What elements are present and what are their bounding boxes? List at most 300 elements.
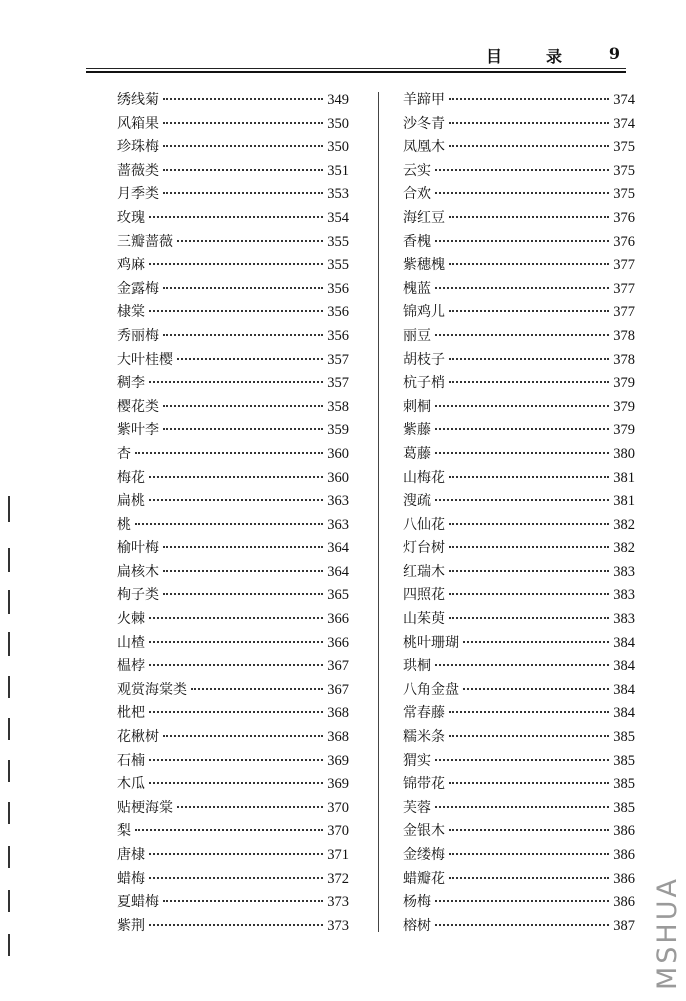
toc-entry-page: 357 [327, 375, 349, 392]
toc-entry [403, 608, 635, 632]
header-rule-thin [86, 68, 626, 69]
dot-leader [177, 240, 323, 242]
toc-entry-title: 山茱萸 [403, 611, 445, 628]
dot-leader [149, 853, 323, 855]
toc-entry [403, 514, 635, 538]
dot-leader [163, 428, 323, 430]
toc-entry [117, 278, 349, 302]
toc-entry-title: 糯米条 [403, 729, 445, 746]
toc-entry [117, 537, 349, 561]
toc-entry-title: 锦带花 [403, 776, 445, 793]
toc-entry-page: 367 [327, 658, 349, 675]
toc-entry-title: 蜡梅 [117, 870, 145, 887]
toc-entry [117, 372, 349, 396]
toc-entry-title: 唐棣 [117, 847, 145, 863]
toc-entry-page: 386 [613, 823, 635, 840]
toc-entry-page: 368 [327, 729, 349, 746]
toc-entry-title: 观赏海棠类 [117, 681, 187, 698]
toc-entry-title: 香槐 [403, 233, 431, 250]
toc-entry-title: 桃 [117, 516, 131, 533]
toc-entry [117, 160, 349, 184]
dot-leader [163, 546, 323, 548]
toc-entry [403, 537, 635, 561]
toc-entry [403, 89, 635, 113]
toc-entry-title: 锦鸡儿 [403, 304, 445, 321]
toc-entry [117, 561, 349, 585]
toc-entry-page: 356 [327, 327, 349, 344]
scan-edge-mark [8, 934, 10, 956]
toc-entry-page: 359 [327, 422, 349, 439]
scan-edge-mark [8, 802, 10, 824]
toc-entry-title: 四照花 [403, 587, 445, 604]
toc-entry-title: 贴梗海棠 [117, 799, 173, 816]
toc-entry-page: 355 [327, 233, 349, 250]
toc-entry-page: 381 [613, 493, 635, 510]
toc-entry [117, 231, 349, 255]
dot-leader [435, 240, 609, 242]
toc-entry-title: 风箱果 [117, 115, 159, 132]
toc-entry-title: 花楸树 [117, 729, 159, 746]
toc-entry-title: 蜡瓣花 [403, 870, 445, 887]
toc-entry-title: 金银木 [403, 823, 445, 840]
toc-entry-title: 紫荆 [117, 917, 145, 934]
scan-edge-mark [8, 676, 10, 698]
dot-leader [149, 641, 323, 643]
toc-entry-page: 385 [613, 799, 635, 816]
toc-entry [403, 632, 635, 656]
toc-entry-title: 夏蜡梅 [117, 894, 159, 911]
scan-edge-mark [8, 846, 10, 868]
scan-edge-mark [8, 590, 10, 614]
toc-entry-title: 猬实 [403, 752, 431, 769]
dot-leader [191, 688, 323, 690]
dot-leader [449, 570, 609, 572]
toc-entry-page: 356 [327, 280, 349, 297]
toc-entry-title: 羊蹄甲 [403, 92, 445, 108]
toc-entry-page: 364 [327, 540, 349, 557]
toc-entry-page: 356 [327, 304, 349, 321]
dot-leader [435, 169, 609, 171]
toc-entry-page: 374 [613, 115, 635, 132]
toc-entry-title: 绣线菊 [117, 92, 159, 108]
dot-leader [149, 782, 323, 784]
dot-leader [149, 381, 323, 383]
toc-entry-title: 槐蓝 [403, 280, 431, 297]
toc-entry-page: 369 [327, 752, 349, 769]
dot-leader [449, 593, 609, 595]
toc-entry-page: 371 [327, 847, 349, 863]
toc-entry [403, 183, 635, 207]
toc-entry-title: 红瑞木 [403, 563, 445, 580]
toc-entry [117, 254, 349, 278]
toc-entry [117, 915, 349, 939]
toc-entry-title: 秀丽梅 [117, 327, 159, 344]
dot-leader [463, 641, 609, 643]
toc-entry-title: 栒子类 [117, 587, 159, 604]
toc-entry [117, 514, 349, 538]
dot-leader [163, 735, 323, 737]
toc-entry-title: 榅桲 [117, 658, 145, 675]
toc-entry-page: 378 [613, 327, 635, 344]
toc-entry-page: 374 [613, 92, 635, 108]
toc-entry-title: 海红豆 [403, 209, 445, 226]
toc-entry [403, 113, 635, 137]
dot-leader [449, 476, 609, 478]
dot-leader [435, 428, 609, 430]
toc-entry [403, 584, 635, 608]
toc-entry-title: 金露梅 [117, 280, 159, 297]
toc-entry [403, 349, 635, 373]
dot-leader [449, 358, 609, 360]
toc-entry [403, 750, 635, 774]
toc-entry-title: 扁桃 [117, 493, 145, 510]
toc-entry [117, 396, 349, 420]
toc-entry-title: 樱花类 [117, 398, 159, 415]
toc-entry [403, 301, 635, 325]
toc-entry-page: 366 [327, 634, 349, 651]
toc-entry [403, 773, 635, 797]
dot-leader [435, 452, 609, 454]
toc-entry-title: 杏 [117, 445, 131, 462]
toc-entry-title: 枇杷 [117, 705, 145, 722]
dot-leader [149, 664, 323, 666]
dot-leader [163, 192, 323, 194]
toc-entry-page: 386 [613, 870, 635, 887]
toc-entry [403, 136, 635, 160]
toc-entry-page: 378 [613, 351, 635, 368]
toc-entry-title: 鸡麻 [117, 257, 145, 274]
toc-entry-page: 383 [613, 563, 635, 580]
toc-entry [117, 702, 349, 726]
toc-entry [403, 160, 635, 184]
toc-entry-page: 379 [613, 422, 635, 439]
scan-edge-mark [8, 760, 10, 782]
toc-entry-title: 玫瑰 [117, 209, 145, 226]
toc-entry-title: 三瓣蔷薇 [117, 233, 173, 250]
toc-entry-title: 石楠 [117, 752, 145, 769]
dot-leader [449, 122, 609, 124]
toc-entry-page: 385 [613, 729, 635, 746]
dot-leader [149, 263, 323, 265]
toc-entry-page: 373 [327, 894, 349, 911]
dot-leader [449, 216, 609, 218]
toc-entry [117, 868, 349, 892]
toc-column-left [117, 89, 349, 938]
dot-leader [177, 806, 323, 808]
toc-entry [403, 820, 635, 844]
dot-leader [449, 735, 609, 737]
dot-leader [463, 688, 609, 690]
dot-leader [135, 829, 323, 831]
toc-entry-page: 384 [613, 705, 635, 722]
toc-entry-page: 384 [613, 681, 635, 698]
toc-entry-page: 358 [327, 398, 349, 415]
column-divider [378, 92, 379, 932]
dot-leader [163, 593, 323, 595]
dot-leader [449, 145, 609, 147]
scan-edge-mark [8, 496, 10, 522]
toc-entry [403, 797, 635, 821]
dot-leader [449, 310, 609, 312]
toc-entry [117, 655, 349, 679]
toc-entry-page: 385 [613, 776, 635, 793]
toc-entry-title: 芙蓉 [403, 799, 431, 816]
toc-entry-page: 379 [613, 375, 635, 392]
toc-entry [403, 278, 635, 302]
toc-entry [403, 915, 635, 939]
toc-entry-page: 382 [613, 516, 635, 533]
toc-entry [403, 467, 635, 491]
toc-entry-title: 云实 [403, 162, 431, 179]
toc-entry [403, 655, 635, 679]
dot-leader [449, 263, 609, 265]
toc-entry [403, 396, 635, 420]
page-number: 9 [608, 44, 620, 63]
toc-entry-page: 364 [327, 563, 349, 580]
toc-entry-title: 凤凰木 [403, 139, 445, 156]
dot-leader [449, 546, 609, 548]
toc-entry-page: 370 [327, 799, 349, 816]
dot-leader [163, 145, 323, 147]
toc-entry-page: 377 [613, 257, 635, 274]
toc-entry [403, 231, 635, 255]
toc-entry-page: 369 [327, 776, 349, 793]
toc-entry-page: 368 [327, 705, 349, 722]
toc-entry [117, 113, 349, 137]
toc-entry [117, 325, 349, 349]
toc-entry-title: 沙冬青 [403, 115, 445, 132]
toc-entry [117, 301, 349, 325]
toc-entry-page: 383 [613, 587, 635, 604]
toc-entry-title: 榆叶梅 [117, 540, 159, 557]
toc-entry [117, 89, 349, 113]
toc-entry-title: 杭子梢 [403, 375, 445, 392]
toc-entry-page: 365 [327, 587, 349, 604]
dot-leader [449, 617, 609, 619]
toc-entry [117, 608, 349, 632]
dot-leader [435, 499, 609, 501]
dot-leader [435, 924, 609, 926]
toc-entry-page: 381 [613, 469, 635, 486]
toc-entry-page: 360 [327, 469, 349, 486]
toc-entry-title: 葛藤 [403, 445, 431, 462]
toc-entry [117, 443, 349, 467]
toc-entry [403, 679, 635, 703]
toc-entry [117, 207, 349, 231]
dot-leader [163, 98, 323, 100]
toc-entry-page: 380 [613, 445, 635, 462]
toc-entry-page: 377 [613, 304, 635, 321]
toc-entry-page: 363 [327, 516, 349, 533]
toc-entry-page: 376 [613, 233, 635, 250]
dot-leader [435, 900, 609, 902]
toc-entry [403, 844, 635, 868]
toc-entry [403, 443, 635, 467]
toc-entry-page: 384 [613, 634, 635, 651]
toc-entry [117, 349, 349, 373]
toc-entry-title: 扁核木 [117, 563, 159, 580]
dot-leader [163, 122, 323, 124]
dot-leader [149, 617, 323, 619]
toc-entry-title: 杨梅 [403, 894, 431, 911]
toc-entry-title: 梨 [117, 823, 131, 840]
toc-entry [403, 490, 635, 514]
dot-leader [149, 759, 323, 761]
toc-entry-page: 354 [327, 209, 349, 226]
toc-entry-page: 355 [327, 257, 349, 274]
toc-entry-page: 375 [613, 162, 635, 179]
toc-entry-page: 350 [327, 115, 349, 132]
toc-entry [403, 325, 635, 349]
toc-entry-title: 山楂 [117, 634, 145, 651]
toc-entry-title: 溲疏 [403, 493, 431, 510]
toc-entry-page: 357 [327, 351, 349, 368]
toc-column-right [403, 89, 635, 938]
dot-leader [435, 759, 609, 761]
scan-edge-mark [8, 718, 10, 740]
toc-entry [117, 750, 349, 774]
dot-leader [149, 711, 323, 713]
toc-entry-page: 367 [327, 681, 349, 698]
toc-entry [403, 254, 635, 278]
toc-entry-title: 丽豆 [403, 327, 431, 344]
toc-entry [403, 372, 635, 396]
toc-entry-page: 370 [327, 823, 349, 840]
dot-leader [435, 287, 609, 289]
header-rule-thick [86, 71, 626, 73]
dot-leader [163, 900, 323, 902]
toc-entry-title: 山梅花 [403, 469, 445, 486]
dot-leader [435, 806, 609, 808]
toc-entry [403, 702, 635, 726]
dot-leader [149, 877, 323, 879]
dot-leader [449, 98, 609, 100]
dot-leader [449, 782, 609, 784]
toc-entry-page: 382 [613, 540, 635, 557]
toc-entry-page: 372 [327, 870, 349, 887]
toc-entry-page: 351 [327, 162, 349, 179]
dot-leader [135, 523, 323, 525]
dot-leader [449, 829, 609, 831]
toc-entry-page: 387 [613, 917, 635, 934]
dot-leader [163, 570, 323, 572]
toc-entry-title: 木瓜 [117, 776, 145, 793]
toc-entry [117, 584, 349, 608]
toc-entry-page: 379 [613, 398, 635, 415]
toc-entry-page: 386 [613, 894, 635, 911]
toc-entry-title: 珍珠梅 [117, 139, 159, 156]
dot-leader [135, 452, 323, 454]
toc-entry-title: 棣棠 [117, 304, 145, 321]
toc-entry [117, 467, 349, 491]
toc-entry-title: 蔷薇类 [117, 162, 159, 179]
toc-entry-page: 350 [327, 139, 349, 156]
toc-entry-page: 360 [327, 445, 349, 462]
dot-leader [449, 381, 609, 383]
dot-leader [435, 334, 609, 336]
toc-entry-title: 梅花 [117, 469, 145, 486]
dot-leader [163, 334, 323, 336]
toc-entry-page: 376 [613, 209, 635, 226]
toc-entry-page: 384 [613, 658, 635, 675]
toc-entry-title: 八仙花 [403, 516, 445, 533]
toc-entry-title: 桃叶珊瑚 [403, 634, 459, 651]
toc-entry [117, 726, 349, 750]
toc-entry-page: 366 [327, 611, 349, 628]
toc-entry [117, 773, 349, 797]
toc-entry-page: 377 [613, 280, 635, 297]
toc-entry [403, 891, 635, 915]
toc-entry [117, 844, 349, 868]
toc-entry [403, 561, 635, 585]
toc-entry-title: 合欢 [403, 186, 431, 203]
toc-entry-title: 常春藤 [403, 705, 445, 722]
dot-leader [449, 711, 609, 713]
toc-entry [117, 183, 349, 207]
dot-leader [149, 310, 323, 312]
toc-entry-title: 火棘 [117, 611, 145, 628]
toc-entry-title: 紫藤 [403, 422, 431, 439]
dot-leader [435, 405, 609, 407]
toc-entry-title: 紫穗槐 [403, 257, 445, 274]
toc-entry-title: 榕树 [403, 917, 431, 934]
toc-entry-title: 灯台树 [403, 540, 445, 557]
toc-entry [117, 820, 349, 844]
toc-entry [117, 679, 349, 703]
toc-entry-title: 稠李 [117, 375, 145, 392]
dot-leader [149, 216, 323, 218]
toc-entry-page: 353 [327, 186, 349, 203]
toc-entry-title: 月季类 [117, 186, 159, 203]
toc-entry-page: 386 [613, 847, 635, 863]
dot-leader [149, 924, 323, 926]
scan-edge-mark [8, 890, 10, 912]
dot-leader [449, 853, 609, 855]
dot-leader [449, 523, 609, 525]
dot-leader [149, 499, 323, 501]
toc-entry-title: 刺桐 [403, 398, 431, 415]
toc-entry-page: 373 [327, 917, 349, 934]
scan-edge-mark [8, 548, 10, 572]
toc-entry [403, 868, 635, 892]
toc-entry-title: 大叶桂樱 [117, 351, 173, 368]
scan-edge-mark [8, 632, 10, 656]
toc-entry-page: 385 [613, 752, 635, 769]
toc-entry-title: 金缕梅 [403, 847, 445, 863]
toc-entry [117, 490, 349, 514]
toc-entry-page: 375 [613, 139, 635, 156]
dot-leader [163, 287, 323, 289]
toc-entry [403, 207, 635, 231]
toc-entry-page: 375 [613, 186, 635, 203]
toc-entry-title: 胡枝子 [403, 351, 445, 368]
dot-leader [435, 192, 609, 194]
toc-entry-title: 珙桐 [403, 658, 431, 675]
dot-leader [435, 664, 609, 666]
toc-entry [117, 632, 349, 656]
dot-leader [177, 358, 323, 360]
toc-entry [403, 419, 635, 443]
toc-entry [117, 419, 349, 443]
header-title: 目 录 [485, 47, 576, 66]
toc-entry [117, 797, 349, 821]
toc-entry-title: 紫叶李 [117, 422, 159, 439]
toc-entry [117, 136, 349, 160]
toc-entry-page: 383 [613, 611, 635, 628]
watermark: MSHUA [652, 876, 683, 990]
toc-entry [117, 891, 349, 915]
dot-leader [163, 169, 323, 171]
